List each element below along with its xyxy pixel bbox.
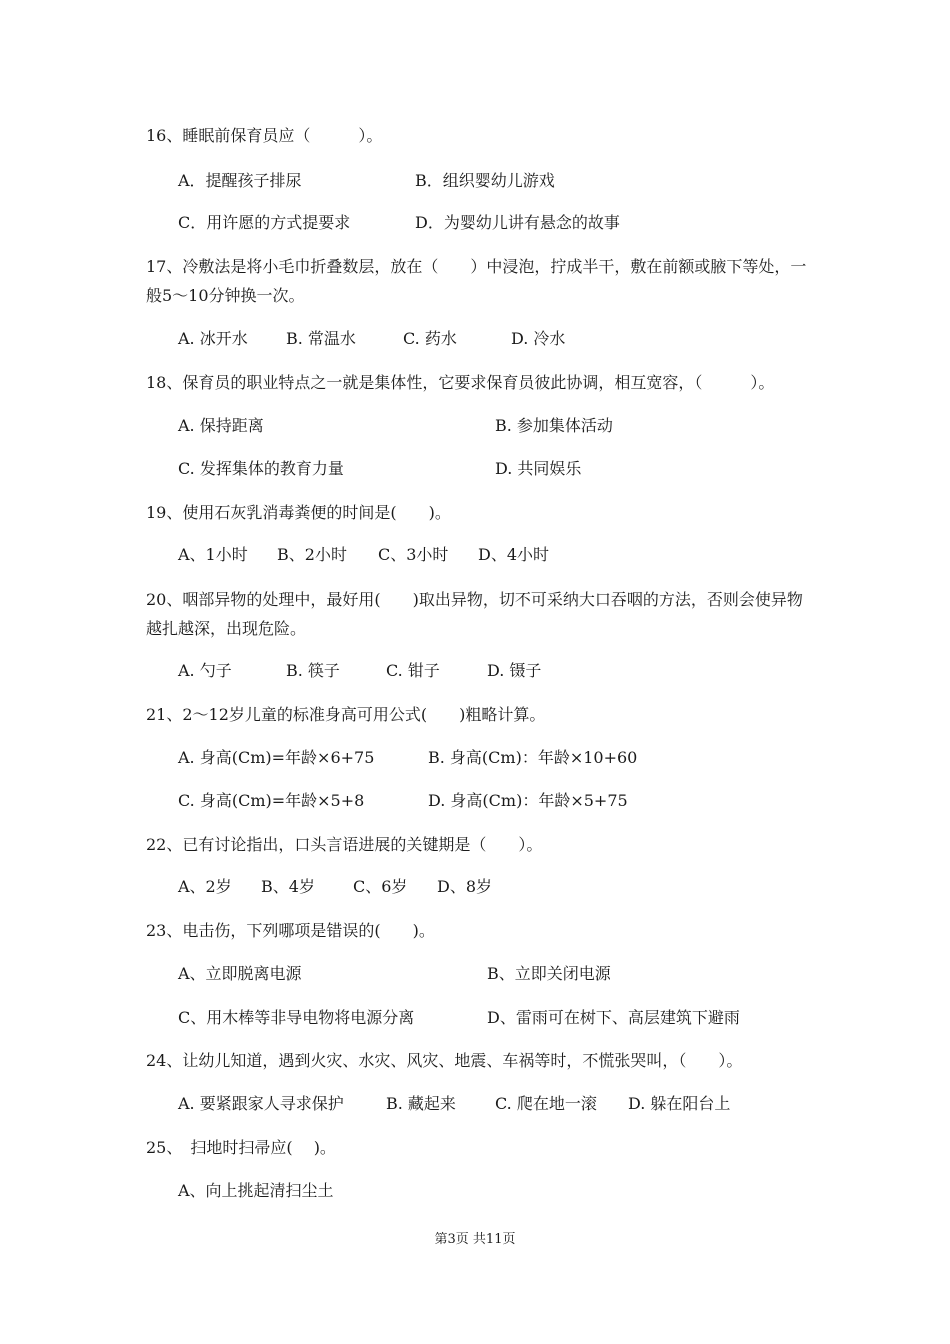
question-23-option-d: D、雷雨可在树下、高层建筑下避雨 <box>487 1008 740 1027</box>
question-16-option-b: B．组织婴幼儿游戏 <box>415 171 555 190</box>
question-19-option-d: D、4小时 <box>478 545 550 564</box>
question-18-option-c: C. 发挥集体的教育力量 <box>178 459 344 478</box>
question-17-option-b: B. 常温水 <box>286 329 356 348</box>
question-18-option-b: B. 参加集体活动 <box>495 416 613 435</box>
question-23-stem: 23、电击伤，下列哪项是错误的( )。 <box>146 921 435 940</box>
question-19-option-c: C、3小时 <box>378 545 449 564</box>
question-21-option-a: A. 身高(Cm)=年龄×6+75 <box>178 748 375 767</box>
question-19-stem: 19、使用石灰乳消毒粪便的时间是( )。 <box>146 503 451 522</box>
question-24-option-a: A. 要紧跟家人寻求保护 <box>178 1094 344 1113</box>
question-17-stem: 17、冷敷法是将小毛巾折叠数层，放在（ ）中浸泡，拧成半干，敷在前额或腋下等处，一般5～10分钟换一次。 <box>146 257 807 305</box>
question-23-option-a: A、立即脱离电源 <box>178 964 302 983</box>
question-20-stem: 20、咽部异物的处理中，最好用( )取出异物，切不可采纳大口吞咽的方法，否则会使异物越扎越深，出现危险。 <box>146 590 803 638</box>
question-24-option-d: D. 躲在阳台上 <box>628 1094 731 1113</box>
question-21-option-b: B. 身高(Cm)：年龄×10+60 <box>428 748 638 767</box>
question-20-option-a: A. 勺子 <box>178 661 232 680</box>
question-16-stem: 16、睡眠前保育员应（ ）。 <box>146 126 383 145</box>
question-24-stem: 24、让幼儿知道，遇到火灾、水灾、风灾、地震、车祸等时，不慌张哭叫，（ ）。 <box>146 1051 743 1070</box>
question-17-option-c: C. 药水 <box>403 329 457 348</box>
question-23-option-b: B、立即关闭电源 <box>487 964 611 983</box>
question-17-option-a: A. 冰开水 <box>178 329 248 348</box>
question-22-option-d: D、8岁 <box>437 877 493 896</box>
question-20-option-c: C. 钳子 <box>386 661 440 680</box>
question-17-option-d: D. 冷水 <box>511 329 566 348</box>
question-23-option-c: C、用木棒等非导电物将电源分离 <box>178 1008 415 1027</box>
question-20-option-d: D. 镊子 <box>487 661 542 680</box>
question-16-option-a: A．提醒孩子排尿 <box>178 171 302 190</box>
question-22-option-b: B、4岁 <box>261 877 315 896</box>
question-16-option-c: C．用许愿的方式提要求 <box>178 213 351 232</box>
question-22-option-a: A、2岁 <box>178 877 232 896</box>
question-18-option-d: D. 共同娱乐 <box>495 459 582 478</box>
question-20-option-b: B. 筷子 <box>286 661 340 680</box>
question-18-stem: 18、保育员的职业特点之一就是集体性，它要求保育员彼此协调，相互宽容，（ ）。 <box>146 373 775 392</box>
question-24-option-c: C. 爬在地一滚 <box>495 1094 597 1113</box>
question-18-option-a: A. 保持距离 <box>178 416 264 435</box>
question-24-option-b: B. 藏起来 <box>386 1094 456 1113</box>
page-footer: 第3页 共11页 <box>434 1232 516 1247</box>
question-16-option-d: D．为婴幼儿讲有悬念的故事 <box>415 213 620 232</box>
question-25-stem: 25、 扫地时扫帚应( )。 <box>146 1138 336 1157</box>
question-22-option-c: C、6岁 <box>353 877 408 896</box>
question-21-stem: 21、2～12岁儿童的标准身高可用公式( )粗略计算。 <box>146 705 546 724</box>
question-21-option-c: C. 身高(Cm)=年龄×5+8 <box>178 791 365 810</box>
question-21-option-d: D. 身高(Cm)：年龄×5+75 <box>428 791 628 810</box>
question-19-option-a: A、1小时 <box>178 545 248 564</box>
question-22-stem: 22、已有讨论指出，口头言语进展的关键期是（ ）。 <box>146 835 543 854</box>
question-25-option-a: A、向上挑起清扫尘土 <box>178 1181 334 1200</box>
question-19-option-b: B、2小时 <box>277 545 347 564</box>
